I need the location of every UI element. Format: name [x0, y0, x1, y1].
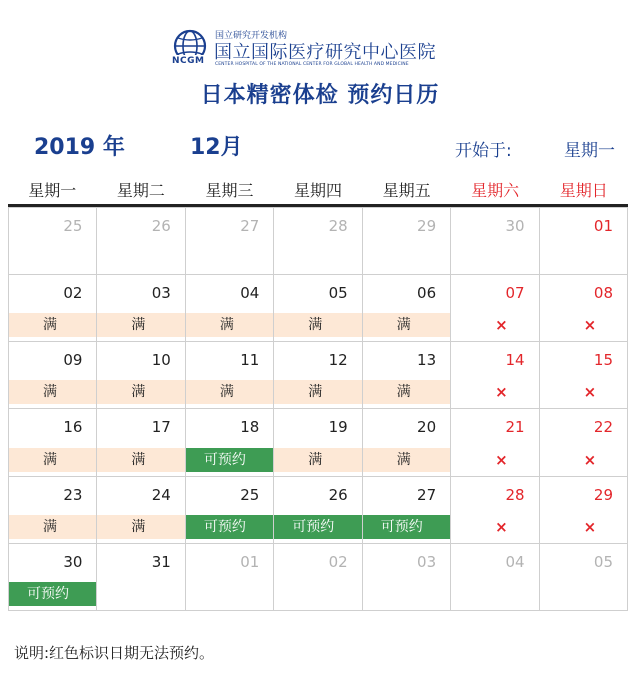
- calendar-day-cell: [451, 544, 539, 611]
- day-number: 07: [505, 284, 525, 303]
- day-number: 25: [240, 485, 260, 504]
- weekday-label: 星期六: [471, 181, 520, 200]
- hospital-logo: [170, 26, 470, 72]
- calendar-day-cell: [540, 409, 628, 476]
- month-selector[interactable]: 12月: [190, 135, 243, 160]
- book-available-button[interactable]: 可预约: [363, 515, 450, 539]
- day-number: 27: [240, 217, 260, 235]
- weekday-label: 星期日: [559, 181, 608, 200]
- unavailable-x-icon: ×: [583, 517, 597, 536]
- day-number: 05: [593, 552, 613, 571]
- unavailable-x-icon: ×: [583, 383, 597, 402]
- full-status-badge: 满: [186, 380, 273, 404]
- day-number: 28: [328, 217, 348, 235]
- full-status-badge: 满: [274, 380, 361, 404]
- calendar-day-cell: [97, 208, 185, 275]
- day-number: 08: [593, 284, 613, 303]
- day-number: 17: [151, 418, 171, 437]
- day-number: 23: [63, 485, 83, 504]
- calendar-day-cell: [97, 544, 185, 611]
- full-status-badge: 满: [9, 380, 96, 404]
- weekday-label: 星期五: [382, 181, 431, 200]
- calendar-day-cell: [540, 342, 628, 409]
- calendar-day-cell: [274, 544, 362, 611]
- day-number: 13: [417, 351, 437, 370]
- day-number: 25: [63, 217, 83, 235]
- day-number: 26: [328, 485, 348, 504]
- day-number: 03: [151, 284, 171, 303]
- logo-subtitle: 国立研究开发机构: [215, 31, 288, 41]
- calendar-day-cell: [274, 208, 362, 275]
- day-number: 31: [151, 552, 171, 571]
- day-number: 03: [417, 552, 437, 571]
- full-status-badge: 满: [97, 448, 184, 472]
- logo-name: 国立国际医疗研究中心医院: [214, 42, 436, 63]
- full-status-badge: 满: [97, 380, 184, 404]
- day-number: 05: [328, 284, 348, 303]
- day-number: 14: [505, 351, 525, 370]
- full-status-badge: 满: [363, 380, 450, 404]
- calendar-day-cell: [186, 544, 274, 611]
- day-number: 26: [151, 217, 171, 235]
- calendar-day-cell: [540, 544, 628, 611]
- full-status-badge: 满: [274, 448, 361, 472]
- calendar-day-cell: [186, 275, 274, 342]
- calendar-day-cell: [363, 208, 451, 275]
- calendar-day-cell[interactable]: [274, 477, 362, 544]
- day-number: 11: [240, 351, 260, 370]
- calendar-day-cell: [540, 208, 628, 275]
- full-status-badge: 满: [363, 313, 450, 337]
- unavailable-x-icon: ×: [495, 383, 508, 402]
- week-start-selector[interactable]: 星期一: [564, 141, 615, 161]
- day-number: 04: [505, 552, 525, 571]
- book-available-button[interactable]: 可预约: [186, 448, 273, 472]
- full-status-badge: 满: [274, 313, 361, 337]
- book-available-button[interactable]: 可预约: [9, 582, 96, 606]
- calendar-day-cell: [363, 275, 451, 342]
- full-status-badge: 满: [9, 448, 96, 472]
- page-title: 日本精密体检 预约日历: [200, 83, 440, 108]
- week-start-label: 开始于:: [455, 141, 512, 161]
- calendar-day-cell: [451, 477, 539, 544]
- calendar-day-cell: [451, 409, 539, 476]
- weekday-header: [8, 178, 628, 207]
- logo-english-name: CENTER HOSPITAL OF THE NATIONAL CENTER FOR GLOBAL HEALTH AND MEDICINE: [215, 62, 409, 67]
- day-number: 29: [593, 485, 613, 504]
- day-number: 15: [593, 351, 613, 370]
- calendar-day-cell: [97, 477, 185, 544]
- full-status-badge: 满: [186, 313, 273, 337]
- day-number: 09: [63, 351, 83, 370]
- calendar-day-cell: [9, 208, 97, 275]
- legend-note: 说明:红色标识日期无法预约。: [14, 644, 215, 662]
- calendar-day-cell[interactable]: [363, 477, 451, 544]
- logo-mark: NCGM: [172, 56, 205, 66]
- calendar-day-cell: [186, 342, 274, 409]
- weekday-label: 星期一: [28, 181, 77, 200]
- calendar-day-cell: [363, 409, 451, 476]
- calendar-day-cell: [451, 342, 539, 409]
- calendar-day-cell: [274, 342, 362, 409]
- calendar-day-cell: [451, 275, 539, 342]
- full-status-badge: 满: [97, 515, 184, 539]
- weekday-label: 星期二: [116, 181, 165, 200]
- calendar-day-cell: [274, 409, 362, 476]
- day-number: 01: [240, 552, 260, 571]
- day-number: 10: [151, 351, 171, 370]
- day-number: 02: [328, 552, 348, 571]
- full-status-badge: 满: [9, 515, 96, 539]
- calendar-day-cell: [186, 208, 274, 275]
- calendar-day-cell: [9, 477, 97, 544]
- calendar-day-cell: [9, 342, 97, 409]
- day-number: 22: [593, 418, 613, 437]
- calendar-grid: [8, 207, 628, 611]
- full-status-badge: 满: [97, 313, 184, 337]
- calendar-day-cell: [97, 275, 185, 342]
- day-number: 12: [328, 351, 348, 370]
- calendar-day-cell[interactable]: [9, 544, 97, 611]
- day-number: 01: [593, 217, 613, 235]
- calendar-day-cell: [97, 342, 185, 409]
- calendar-day-cell: [363, 342, 451, 409]
- full-status-badge: 满: [9, 313, 96, 337]
- unavailable-x-icon: ×: [583, 316, 597, 335]
- calendar-day-cell: [540, 275, 628, 342]
- calendar-day-cell: [9, 409, 97, 476]
- full-status-badge: 满: [363, 448, 450, 472]
- weekday-label: 星期四: [294, 181, 343, 200]
- book-available-button[interactable]: 可预约: [274, 515, 361, 539]
- day-number: 19: [328, 418, 348, 437]
- day-number: 29: [417, 217, 437, 235]
- unavailable-x-icon: ×: [495, 316, 508, 335]
- book-available-button[interactable]: 可预约: [186, 515, 273, 539]
- calendar-day-cell[interactable]: [186, 477, 274, 544]
- day-number: 16: [63, 418, 83, 437]
- day-number: 24: [151, 485, 171, 504]
- day-number: 04: [240, 284, 260, 303]
- day-number: 30: [505, 217, 525, 235]
- day-number: 06: [417, 284, 437, 303]
- unavailable-x-icon: ×: [495, 450, 508, 469]
- day-number: 21: [505, 418, 525, 437]
- day-number: 18: [240, 418, 260, 437]
- calendar-day-cell: [274, 275, 362, 342]
- calendar-day-cell: [540, 477, 628, 544]
- unavailable-x-icon: ×: [495, 517, 508, 536]
- calendar-day-cell: [451, 208, 539, 275]
- day-number: 27: [417, 485, 437, 504]
- year-selector[interactable]: 2019 年: [34, 135, 125, 160]
- day-number: 30: [63, 552, 83, 571]
- calendar-day-cell: [9, 275, 97, 342]
- day-number: 28: [505, 485, 525, 504]
- weekday-label: 星期三: [205, 181, 254, 200]
- unavailable-x-icon: ×: [583, 450, 597, 469]
- calendar-day-cell[interactable]: [186, 409, 274, 476]
- calendar-day-cell: [363, 544, 451, 611]
- day-number: 20: [417, 418, 437, 437]
- day-number: 02: [63, 284, 83, 303]
- calendar-day-cell: [97, 409, 185, 476]
